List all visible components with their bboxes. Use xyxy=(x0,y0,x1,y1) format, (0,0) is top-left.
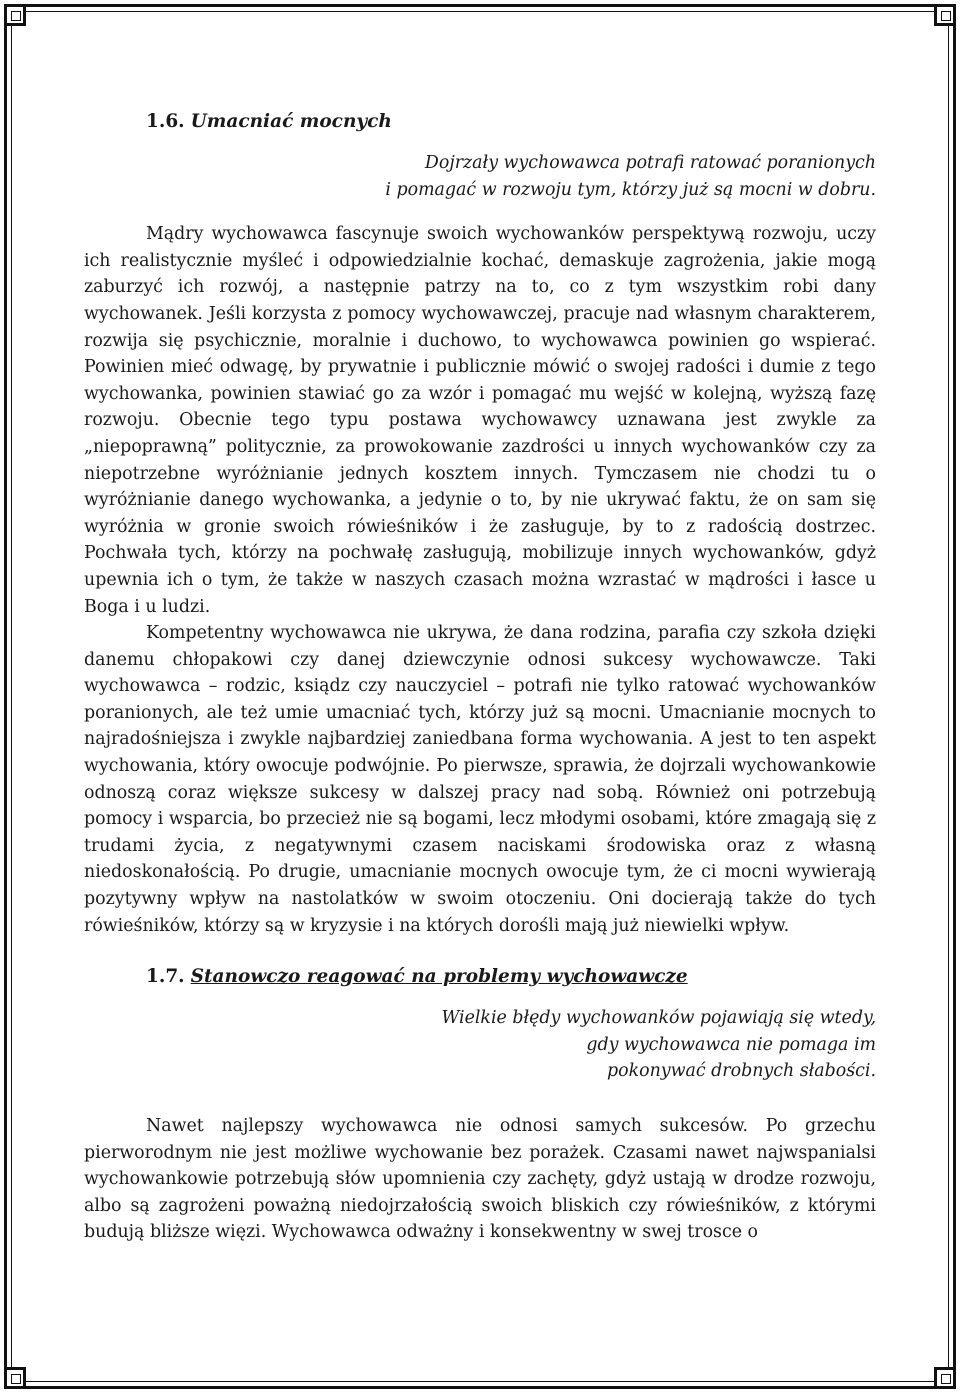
section-number: 1.6. xyxy=(146,111,185,132)
section-number: 1.7. xyxy=(146,966,185,988)
body-paragraph: Kompetentny wychowawca nie ukrywa, że dana rodzina, parafia czy szkoła dzięki danemu chłopakowi czy danej dziewczynie odnosi sukcesy wychowawcze. Taki wychowawca – rodzic, ksiądz czy nauczyciel – potrafi nie tylko ratować wychowanków poranionych, ale też umie umacniać tych, którzy już są mocni. Umacnianie mocnych to najradośniejsza i zwykle najbardziej zaniedbana forma wychowania. A jest to ten aspekt wychowania, który owocuje podwójnie. Po pierwsze, sprawia, że dojrzali wychowankowie odnoszą coraz większe sukcesy w dalszej pracy nad sobą. Również oni potrzebują pomocy i wsparcia, bo przecież nie są bogami, lecz młodymi osobami, które zmagają się z trudami życia, z negatywnymi czasem naciskami środowiska oraz z własną niedoskonałością. Po drugie, umacnianie mocnych owocuje tym, że ci mocni wywierają pozytywny wpływ na nastolatków w swoim otoczeniu. Oni docierają także do tych rówieśników, którzy są w kryzysie i na których dorośli mają już niewielki wpływ. xyxy=(84,623,876,936)
section-title: Stanowczo reagować na problemy wychowawcze xyxy=(190,966,688,988)
motto-line: gdy wychowawca nie pomaga im xyxy=(586,1034,876,1055)
motto-line: Dojrzały wychowawca potrafi ratować poranionych xyxy=(424,153,876,173)
motto-line: i pomagać w rozwoju tym, którzy już są mocni w dobru. xyxy=(385,179,876,200)
section-heading-1-7 xyxy=(84,963,876,991)
section-motto xyxy=(84,150,876,203)
section-heading-1-6 xyxy=(84,108,876,136)
section-motto xyxy=(84,1005,876,1085)
section-title: Umacniać mocnych xyxy=(190,111,392,132)
body-paragraph: Mądry wychowawca fascynuje swoich wychowanków perspektywą rozwoju, uczy ich realistycznie myśleć i odpowiedzialnie kochać, demaskuje zagrożenia, jakie mogą zaburzyć ich rozwój, a następnie patrzy na to, co z tym wszystkim robi dany wychowanek. Jeśli korzysta z pomocy wychowawczej, pracuje nad własnym charakterem, rozwija się psychicznie, moralnie i duchowo, to wychowawca powinien go wspierać. Powinien mieć odwagę, by prywatnie i publicznie mówić o swojej radości i dumie z tego wychowanka, powinien stawiać go za wzór i pomagać mu wejść w kolejną, wyższą fazę rozwoju. Obecnie tego typu postawa wychowawcy uznawana jest zwykle za „niepoprawną” politycznie, za prowokowanie zazdrości u innych wychowanków czy za niepotrzebne wyróżnianie jednych kosztem innych. Tymczasem nie chodzi tu o wyróżnianie danego wychowanka, a jedynie o to, by nie ukrywać faktu, że on sam się wyróżnia w gronie swoich rówieśników i że zasługuje, by to z radością dostrzec. Pochwała tych, którzy na pochwałę zasługują, mobilizuje innych wychowanków, gdyż upewnia ich o tym, że także w naszych czasach można wzrastać w mądrości i łasce u Boga i u ludzi. xyxy=(84,224,876,617)
body-paragraph: Nawet najlepszy wychowawca nie odnosi samych sukcesów. Po grzechu pierworodnym nie jest możliwe wychowanie bez porażek. Czasami nawet najwspanialsi wychowankowie potrzebują słów upomnienia czy zachęty, gdyż ustają w drodze rozwoju, albo są zagrożeni poważną niedojrzałością swoich bliskich czy rówieśników, z którymi budują bliższe więzi. Wychowawca odważny i konsekwentny w swej trosce o xyxy=(84,1116,876,1243)
border-corner-ornament xyxy=(4,4,26,26)
border-corner-ornament xyxy=(4,1367,26,1389)
motto-line: pokonywać drobnych słabości. xyxy=(607,1061,876,1082)
border-corner-ornament xyxy=(934,4,956,26)
document-body xyxy=(84,108,876,1246)
border-corner-ornament xyxy=(934,1367,956,1389)
motto-line: Wielkie błędy wychowanków pojawiają się wtedy, xyxy=(441,1008,876,1029)
